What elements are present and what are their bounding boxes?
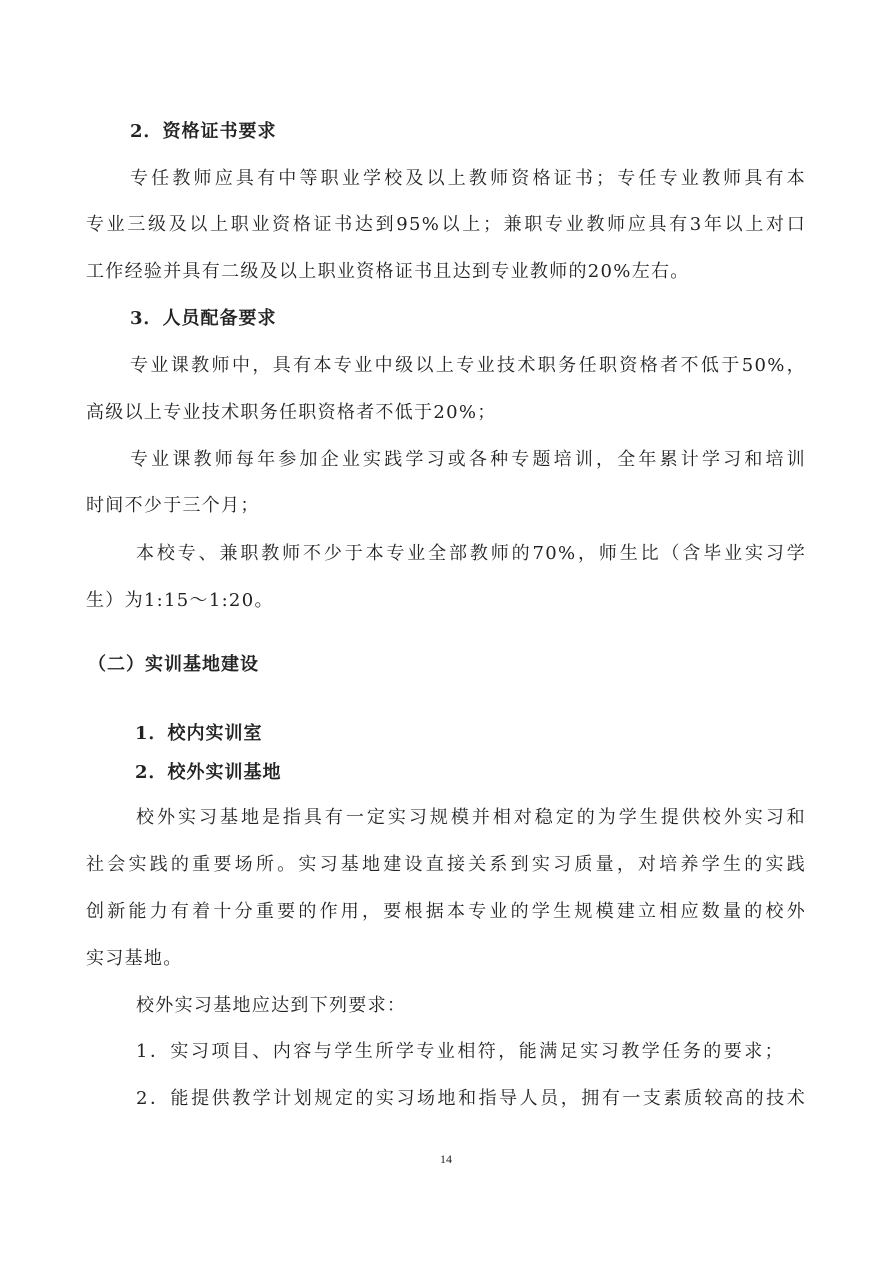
paragraph-line: 校外实习基地是指具有一定实习规模并相对稳定的为学生提供校外实习和 (136, 807, 806, 828)
paragraph-line: 工作经验并具有二级及以上职业资格证书且达到专业教师的20%左右。 (86, 261, 690, 282)
section-heading-training-base: （二）实训基地建设 (88, 654, 259, 675)
heading-staffing: 3．人员配备要求 (130, 308, 277, 329)
page-number: 14 (440, 1152, 452, 1166)
paragraph-line: 专业课教师每年参加企业实践学习或各种专题培训，全年累计学习和培训 (130, 449, 806, 470)
paragraph-line: 校外实习基地应达到下列要求： (136, 995, 407, 1016)
paragraph-line: 创新能力有着十分重要的作用，要根据本专业的学生规模建立相应数量的校外 (86, 901, 806, 922)
paragraph-line: 专业三级及以上职业资格证书达到95%以上；兼职专业教师应具有3年以上对口 (86, 214, 806, 235)
heading-external-base: 2．校外实训基地 (135, 762, 282, 783)
paragraph-line: 生）为1:15～1:20。 (86, 590, 274, 611)
paragraph-line: 专业课教师中，具有本专业中级以上专业技术职务任职资格者不低于50%， (130, 355, 806, 376)
heading-qualification: 2．资格证书要求 (130, 121, 277, 142)
paragraph-line: 实习基地。 (86, 948, 183, 969)
list-item: 1．实习项目、内容与学生所学专业相符，能满足实习教学任务的要求； (136, 1041, 784, 1062)
list-item: 2．能提供教学计划规定的实习场地和指导人员，拥有一支素质较高的技术 (136, 1088, 806, 1109)
paragraph-line: 本校专、兼职教师不少于本专业全部教师的70%，师生比（含毕业实习学 (136, 543, 806, 564)
paragraph-line: 专任教师应具有中等职业学校及以上教师资格证书；专任专业教师具有本 (130, 168, 806, 189)
heading-internal-lab: 1．校内实训室 (135, 723, 263, 744)
paragraph-line: 高级以上专业技术职务任职资格者不低于20%； (86, 402, 497, 423)
paragraph-line: 社会实践的重要场所。实习基地建设直接关系到实习质量，对培养学生的实践 (86, 854, 806, 875)
paragraph-line: 时间不少于三个月； (86, 495, 260, 516)
